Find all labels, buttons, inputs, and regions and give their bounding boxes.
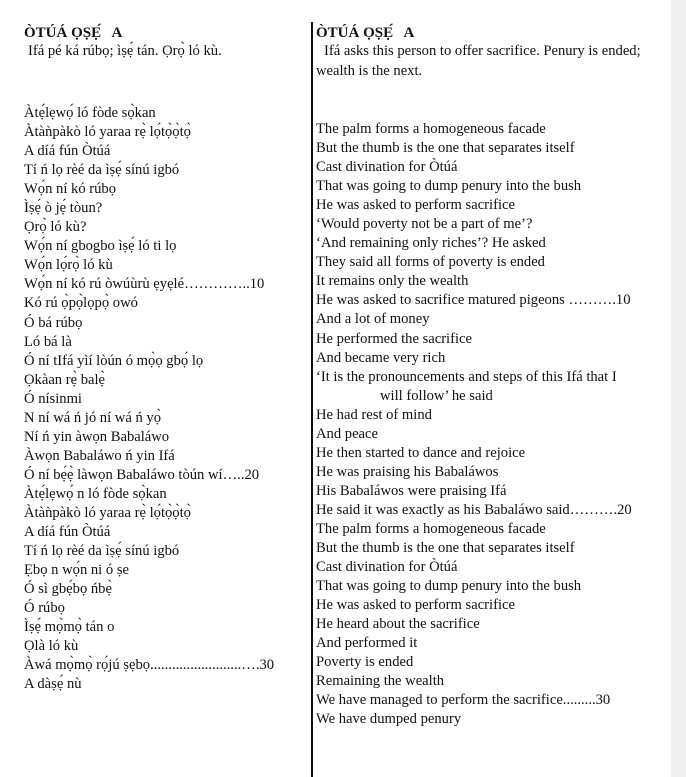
verse-line: They said all forms of poverty is ended bbox=[316, 254, 545, 271]
verse-line: He had rest of mind bbox=[316, 406, 432, 423]
verse-line: He heard about the sacrifice bbox=[316, 616, 480, 633]
verse-line: But the thumb is the one that separates itself bbox=[316, 540, 575, 557]
yoruba-verse-lines bbox=[24, 104, 306, 694]
verse-line: We have managed to perform the sacrifice.........30 bbox=[316, 692, 611, 709]
verse-line: Àtẹ́lẹwọ́ n ló fòde sọ̀kan bbox=[24, 485, 167, 502]
verse-line: A dàṣẹ́ nù bbox=[24, 676, 82, 693]
verse-line: And performed it bbox=[316, 635, 418, 652]
column-divider bbox=[311, 22, 313, 777]
verse-line: A díá fún Òtúá bbox=[24, 143, 111, 160]
verse-line: Tí ń lọ rèé da ìṣẹ́ sínú igbó bbox=[24, 162, 180, 179]
verse-line: Wọ́n lọ́rọ̀ ló kù bbox=[24, 257, 113, 274]
verse-line: He then started to dance and rejoice bbox=[316, 444, 526, 461]
verse-line: Ọlà ló kù bbox=[24, 638, 79, 655]
verse-line: And became very rich bbox=[316, 349, 446, 366]
verse-line: The palm forms a homogeneous facade bbox=[316, 520, 546, 537]
verse-line: Àtẹ́lẹwọ́ ló fòde sọ̀kan bbox=[24, 105, 156, 121]
verse-line: Poverty is ended bbox=[316, 654, 414, 671]
english-title: ÒTÚÁ ỌṢẸ́ A bbox=[316, 25, 415, 41]
verse-line: Wọ́n ní kó rú òwúùrù ẹyẹlé…………..10 bbox=[24, 276, 265, 293]
verse-line: Remaining the wealth bbox=[316, 673, 445, 690]
verse-line: Ẹbọ n wọ́n ni ó ṣe bbox=[24, 562, 129, 579]
english-column bbox=[316, 24, 668, 728]
verse-line: That was going to dump penury into the bush bbox=[316, 178, 582, 195]
verse-line: Ó bá rúbọ bbox=[24, 314, 83, 331]
verse-line: We have dumped penury bbox=[316, 711, 462, 728]
verse-line: Àwá mọ̀mọ̀ rọ́jú ṣẹbọ.........................….30 bbox=[24, 657, 275, 674]
verse-line: He performed the sacrifice bbox=[316, 330, 472, 347]
verse-line: And a lot of money bbox=[316, 311, 430, 328]
verse-line: Ó ní bẹ́ẹ̀ làwọn Babaláwo tòún wí…..20 bbox=[24, 466, 260, 483]
yoruba-column bbox=[24, 24, 306, 693]
verse-line: Ìṣẹ́ ò jẹ́ tòun? bbox=[24, 200, 103, 217]
verse-line: He was praising his Babaláwos bbox=[316, 463, 499, 480]
verse-line: ‘And remaining only riches’? He asked bbox=[316, 235, 546, 252]
verse-line: But the thumb is the one that separates itself bbox=[316, 140, 575, 157]
verse-line: Ó nísinmi bbox=[24, 390, 82, 407]
english-intro: Ifá asks this person to offer sacrifice. Penury is ended; wealth is the next. bbox=[316, 43, 641, 79]
english-verse-lines bbox=[316, 120, 668, 730]
verse-line: Àwọn Babaláwo ń yin Ifá bbox=[24, 447, 175, 464]
verse-line: ‘Would poverty not be a part of me’? bbox=[316, 216, 533, 233]
verse-line: He was asked to perform sacrifice bbox=[316, 597, 515, 614]
verse-line: Ìṣẹ́ mọ̀mọ̀ tán o bbox=[24, 619, 115, 636]
verse-line: He was asked to perform sacrifice bbox=[316, 197, 515, 214]
verse-line: Ní ń yin àwọn Babaláwo bbox=[24, 428, 170, 445]
verse-line: Ló bá là bbox=[24, 333, 72, 350]
verse-line: It remains only the wealth bbox=[316, 273, 469, 290]
verse-line: Tí ń lọ rèé da ìṣẹ́ sínú igbó bbox=[24, 543, 180, 560]
verse-line: He was asked to sacrifice matured pigeons ……….10 bbox=[316, 292, 631, 309]
verse-line: He said it was exactly as his Babaláwo said……….20 bbox=[316, 501, 632, 518]
verse-line: Ọkàan rẹ̀ balẹ̀ bbox=[24, 371, 106, 388]
verse-line: will follow’ he said bbox=[380, 387, 493, 404]
yoruba-intro: Ifá pé ká rúbọ; ìṣẹ́ tán. Ọrọ̀ ló kù. bbox=[28, 43, 222, 59]
verse-line: A díá fún Òtúá bbox=[24, 524, 111, 541]
verse-line: Wọ́n ní kó rúbọ bbox=[24, 181, 117, 198]
verse-line: Cast divination for Òtúá bbox=[316, 159, 458, 176]
verse-line: Cast divination for Òtúá bbox=[316, 559, 458, 576]
verse-line: That was going to dump penury into the bush bbox=[316, 578, 582, 595]
yoruba-title: ÒTÚÁ ỌṢẸ́ A bbox=[24, 25, 123, 41]
scrollbar-track[interactable] bbox=[671, 0, 686, 777]
verse-line: Ó ní tIfá yìí lòún ó mọ̀ọ gbọ́ lọ bbox=[24, 352, 204, 369]
verse-line: Àtàǹpàkò ló yaraa rẹ̀ lọ́tọ̀ọ̀tọ̀ bbox=[24, 124, 191, 141]
verse-line: Ó sì gbẹ́bọ ńbẹ̀ bbox=[24, 581, 112, 598]
verse-line: N ní wá ń jó ní wá ń yọ̀ bbox=[24, 409, 162, 426]
verse-line: And peace bbox=[316, 425, 378, 442]
verse-line: Ọrọ̀ ló kù? bbox=[24, 219, 87, 236]
verse-line: His Babaláwos were praising Ifá bbox=[316, 482, 507, 499]
verse-line: Kó rú ọ̀pọ̀lọpọ̀ owó bbox=[24, 295, 138, 312]
verse-line: Àtàǹpàkò ló yaraa rẹ̀ lọ́tọ̀ọ̀tọ̀ bbox=[24, 504, 191, 521]
verse-line: Ó rúbọ bbox=[24, 600, 65, 617]
verse-line: ‘It is the pronouncements and steps of this Ifá that I bbox=[316, 368, 617, 385]
verse-line: The palm forms a homogeneous facade bbox=[316, 121, 546, 137]
verse-line: Wọ́n ní gbogbo ìṣẹ́ ló ti lọ bbox=[24, 238, 177, 255]
